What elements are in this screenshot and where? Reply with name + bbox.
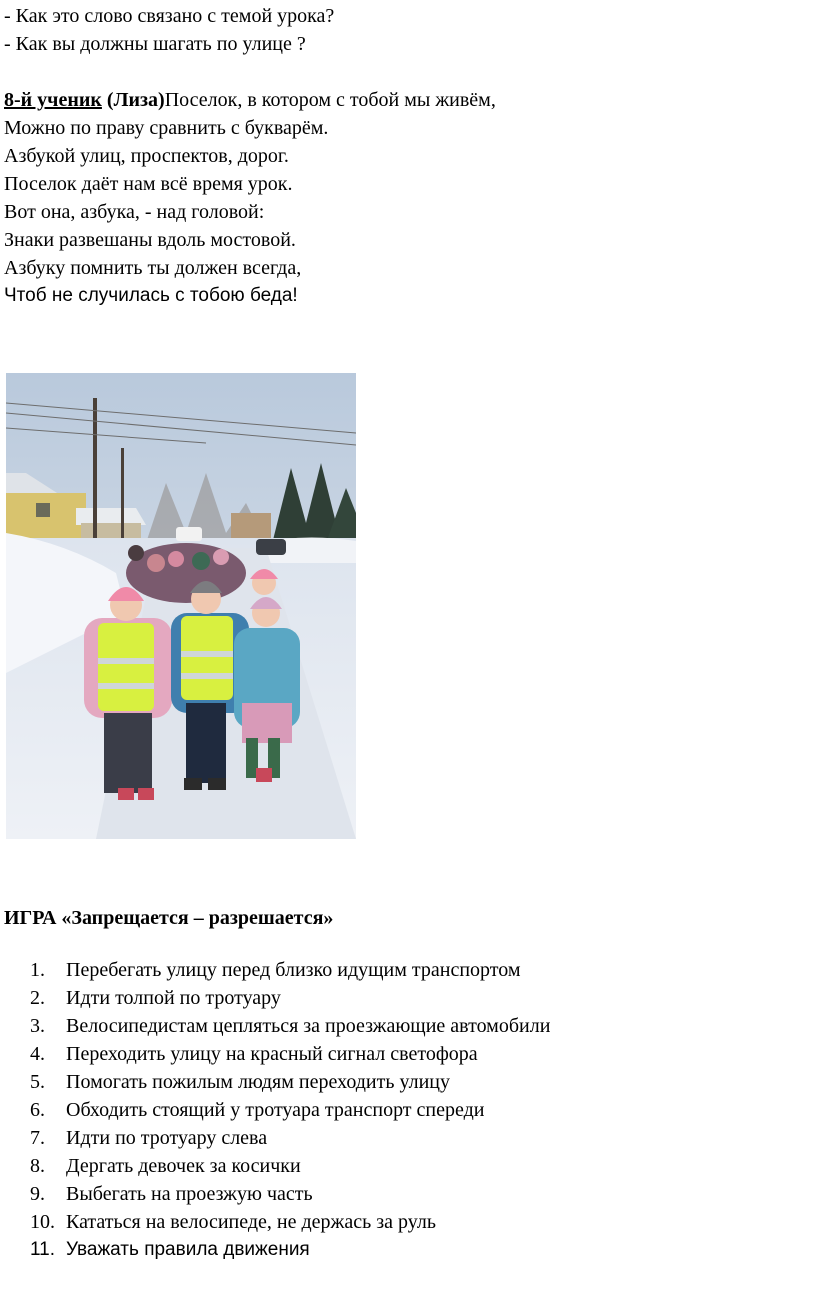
item-number: 3. bbox=[30, 1015, 45, 1037]
item-number: 6. bbox=[30, 1099, 45, 1121]
item-number: 5. bbox=[30, 1071, 45, 1093]
item-text: Помогать пожилым людям переходить улицу bbox=[66, 1071, 450, 1093]
question-2: - Как вы должны шагать по улице ? bbox=[4, 33, 306, 55]
photo-children-winter-street bbox=[6, 373, 356, 839]
poem-line: Знаки развешаны вдоль мостовой. bbox=[4, 229, 296, 251]
item-text: Кататься на велосипеде, не держась за руль bbox=[66, 1211, 436, 1233]
item-number: 2. bbox=[30, 987, 45, 1009]
list-item bbox=[30, 1152, 550, 1180]
poem-line-1 bbox=[4, 86, 496, 114]
poem-speaker: 8-й ученик bbox=[4, 89, 102, 111]
item-number: 4. bbox=[30, 1043, 45, 1065]
poem-line: Азбуку помнить ты должен всегда, bbox=[4, 257, 302, 279]
game-title: ИГРА «Запрещается – разрешается» bbox=[4, 907, 334, 929]
poem-line: Можно по праву сравнить с букварём. bbox=[4, 117, 329, 139]
item-number: 11. bbox=[30, 1239, 56, 1260]
list-item bbox=[30, 1124, 550, 1152]
poem-block bbox=[4, 86, 496, 310]
item-text: Велосипедистам цепляться за проезжающие автомобили bbox=[66, 1015, 551, 1037]
poem-line: Азбукой улиц, проспектов, дорог. bbox=[4, 145, 289, 167]
poem-line: Поселок даёт нам всё время урок. bbox=[4, 173, 293, 195]
item-number: 10. bbox=[30, 1211, 55, 1233]
list-item bbox=[30, 1208, 550, 1236]
list-item bbox=[30, 1040, 550, 1068]
list-item bbox=[30, 1236, 550, 1264]
item-text: Идти по тротуару слева bbox=[66, 1127, 268, 1149]
list-item bbox=[30, 1068, 550, 1096]
list-item bbox=[30, 1096, 550, 1124]
item-number: 7. bbox=[30, 1127, 45, 1149]
poem-speaker-name: (Лиза) bbox=[106, 89, 165, 111]
item-text: Идти толпой по тротуару bbox=[66, 987, 281, 1009]
list-item bbox=[30, 1180, 550, 1208]
list-item bbox=[30, 984, 550, 1012]
item-text: Дергать девочек за косички bbox=[66, 1155, 301, 1177]
list-item bbox=[30, 956, 550, 984]
poem-line: Вот она, азбука, - над головой: bbox=[4, 201, 265, 223]
item-text: Обходить стоящий у тротуара транспорт спереди bbox=[66, 1099, 485, 1121]
game-list bbox=[30, 956, 550, 1264]
item-text: Уважать правила движения bbox=[66, 1239, 310, 1260]
item-text: Выбегать на проезжую часть bbox=[66, 1183, 313, 1205]
item-number: 1. bbox=[30, 959, 45, 981]
question-1: - Как это слово связано с темой урока? bbox=[4, 5, 335, 27]
list-item bbox=[30, 1012, 550, 1040]
item-number: 9. bbox=[30, 1183, 45, 1205]
item-text: Переходить улицу на красный сигнал светофора bbox=[66, 1043, 478, 1065]
poem-line: Чтоб не случилась с тобою беда! bbox=[4, 285, 298, 306]
item-text: Перебегать улицу перед близко идущим транспортом bbox=[66, 959, 521, 981]
item-number: 8. bbox=[30, 1155, 45, 1177]
poem-line-text: Поселок, в котором с тобой мы живём, bbox=[164, 89, 496, 111]
